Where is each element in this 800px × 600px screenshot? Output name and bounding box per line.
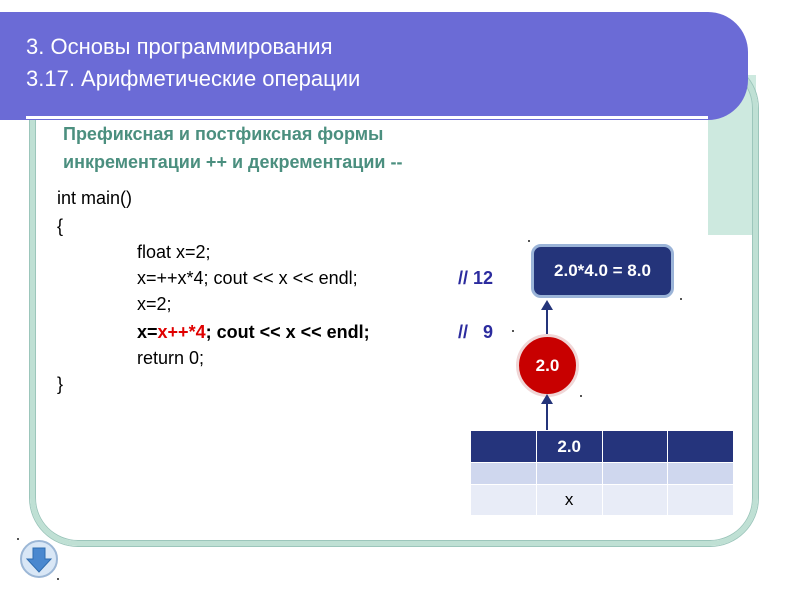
decor-dot — [512, 330, 514, 332]
table-cell — [668, 485, 734, 516]
table-cell — [602, 463, 668, 485]
decor-dot — [528, 240, 530, 242]
nav-down-button[interactable] — [20, 540, 58, 578]
arrow-head-bottom — [541, 394, 553, 404]
value-circle: 2.0 — [516, 334, 579, 397]
code-line-open-brace: { — [57, 216, 64, 236]
code-postfix-rest: ; cout << x << endl; — [205, 322, 370, 342]
decor-dot — [580, 395, 582, 397]
table-cell — [602, 485, 668, 516]
arrow-head-top — [541, 300, 553, 310]
table-cell — [471, 431, 537, 463]
decor-dot — [17, 538, 19, 540]
table-cell — [668, 463, 734, 485]
table-cell — [536, 463, 602, 485]
code-line-reset: x=2; — [137, 294, 172, 314]
table-row-middle — [471, 463, 734, 485]
decor-dot — [57, 578, 59, 580]
code-line-return: return 0; — [137, 348, 205, 368]
table-cell — [471, 463, 537, 485]
arrow-up-bottom — [546, 402, 548, 430]
table-cell — [668, 431, 734, 463]
decor-dot — [680, 298, 682, 300]
table-cell — [471, 485, 537, 516]
section-heading-line2: инкрементации ++ и декрементации -- — [63, 152, 403, 172]
table-cell-value: 2.0 — [536, 431, 602, 463]
memory-table — [470, 430, 734, 516]
code-comment-prefix: // 12 — [458, 268, 494, 288]
title-bar — [0, 12, 748, 120]
code-line-prefix: x=++x*4; cout << x << endl; — [137, 268, 358, 288]
code-line-declare: float x=2; — [137, 242, 211, 262]
code-comment-postfix: // 9 — [458, 322, 494, 342]
table-cell — [602, 431, 668, 463]
table-cell-varname: x — [536, 485, 602, 516]
slide-subtitle-heading: 3.17. Арифметические операции — [26, 66, 361, 91]
result-callout: 2.0*4.0 = 8.0 — [531, 244, 674, 298]
code-line-postfix — [137, 322, 370, 343]
code-postfix-assign: x= — [137, 322, 158, 342]
title-underline — [26, 116, 708, 119]
slide-title: 3. Основы программирования — [26, 34, 333, 59]
code-line-main: int main() — [57, 188, 133, 208]
arrow-up-top — [546, 308, 548, 334]
section-heading-line1: Префиксная и постфиксная формы — [63, 124, 384, 144]
down-arrow-icon — [22, 542, 56, 576]
table-row-header — [471, 431, 734, 463]
table-row-bottom — [471, 485, 734, 516]
code-postfix-expr: x++*4 — [157, 322, 206, 342]
code-line-close-brace: } — [57, 374, 64, 394]
